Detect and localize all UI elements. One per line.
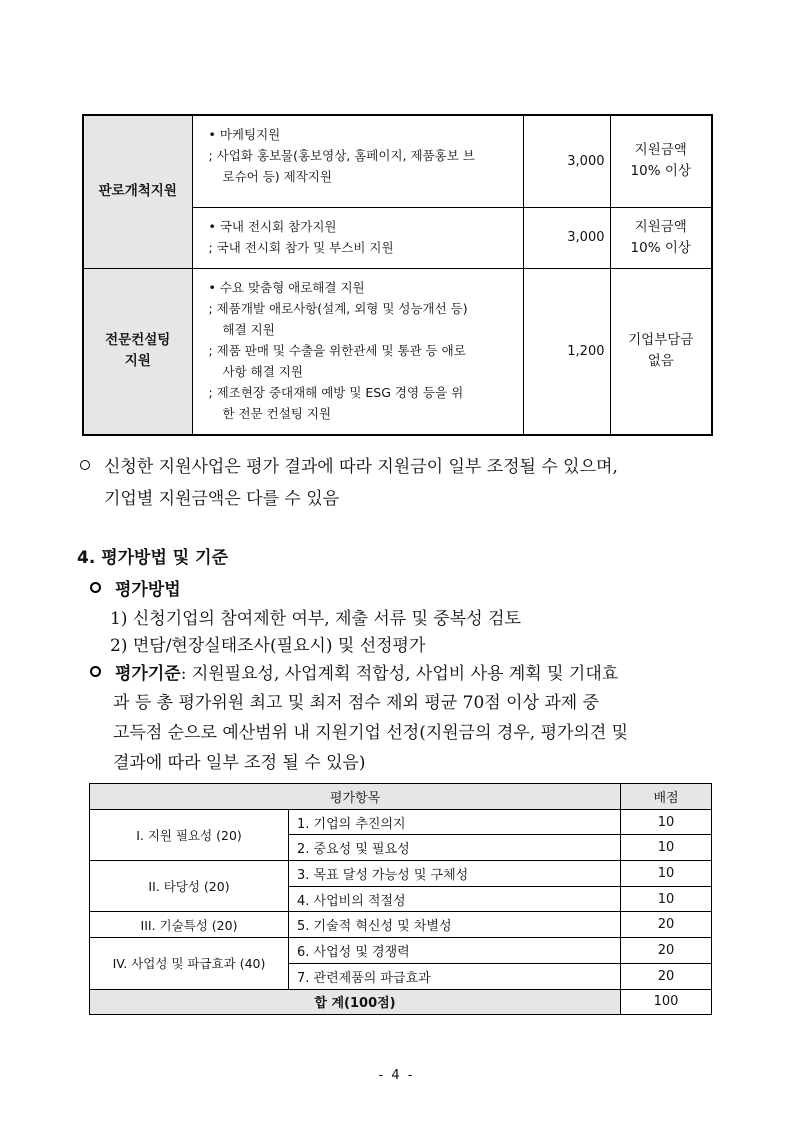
description-cell: • 마케팅지원 ; 사업화 홍보물(홍보영상, 홈페이지, 제품홍보 브 로슈어 등) 제작지원: [192, 115, 523, 207]
description-cell: • 수요 맞춤형 애로해결 지원 ; 제품개발 애로사항(설계, 외형 및 성능개선 등) 해결 지원 ; 제품 판매 및 수출을 위한관세 및 통관 등 애로 사항 해결 지원 ; 제조현장 중대재해 예방 및 ESG 경영 등을 위 한 전문 컨설팅 지원: [192, 268, 523, 435]
amount-cell: 3,000: [523, 115, 610, 207]
amount-cell: 1,200: [523, 268, 610, 435]
criteria-line: 결과에 따라 일부 조정 될 수 있음): [113, 753, 366, 773]
group-label: II. 타당성 (20): [90, 861, 289, 912]
table-header-row: [90, 784, 712, 810]
notice-line-2: 기업별 지원금액은 다를 수 있음: [104, 489, 340, 509]
note-cell: 지원금액 10% 이상: [610, 115, 712, 207]
table-row: [83, 115, 712, 207]
bullet-circle-icon: [80, 460, 90, 470]
item-score: 10: [621, 835, 712, 861]
group-label: IV. 사업성 및 파급효과 (40): [90, 938, 289, 989]
item-score: 10: [621, 861, 712, 887]
amount-cell: 3,000: [523, 207, 610, 268]
group-label: I. 지원 필요성 (20): [90, 809, 289, 860]
method-item: 2) 면담/현장실태조사(필요시) 및 선정평가: [110, 636, 426, 656]
header-item: 평가항목: [90, 784, 621, 810]
description-cell: • 국내 전시회 참가지원 ; 국내 전시회 참가 및 부스비 지원: [192, 207, 523, 268]
table-total-row: [90, 989, 712, 1015]
table-row: [90, 938, 712, 964]
item-name: 1. 기업의 추진의지: [289, 809, 621, 835]
item-score: 10: [621, 886, 712, 912]
criteria-line-1: 평가기준: 지원필요성, 사업계획 적합성, 사업비 사용 계획 및 기대효: [90, 659, 618, 684]
notice-line-1: 신청한 지원사업은 평가 결과에 따라 지원금이 일부 조정될 수 있으며,: [80, 452, 618, 477]
total-score: 100: [621, 989, 712, 1015]
item-score: 20: [621, 938, 712, 964]
bullet-circle-icon: [90, 582, 101, 593]
group-label: III. 기술특성 (20): [90, 912, 289, 938]
note-cell: 기업부담금 없음: [610, 268, 712, 435]
support-program-table: [82, 114, 713, 436]
table-row: [83, 268, 712, 435]
item-score: 20: [621, 912, 712, 938]
item-name: 7. 관련제품의 파급효과: [289, 963, 621, 989]
category-cell: 판로개척지원: [83, 115, 192, 268]
note-cell: 지원금액 10% 이상: [610, 207, 712, 268]
item-score: 20: [621, 963, 712, 989]
page-number: - 4 -: [378, 1068, 415, 1083]
bullet-circle-icon: [90, 666, 101, 677]
criteria-line: 과 등 총 평가위원 최고 및 최저 점수 제외 평균 70점 이상 과제 중: [113, 693, 600, 713]
header-score: 배점: [621, 784, 712, 810]
method-label: 평가방법: [90, 575, 181, 600]
item-name: 2. 중요성 및 필요성: [289, 835, 621, 861]
table-row: [90, 912, 712, 938]
section-title: 4. 평가방법 및 기준: [77, 548, 228, 568]
item-score: 10: [621, 809, 712, 835]
item-name: 5. 기술적 혁신성 및 차별성: [289, 912, 621, 938]
criteria-line: 고득점 순으로 예산범위 내 지원기업 선정(지원금의 경우, 평가의견 및: [113, 723, 629, 743]
item-name: 6. 사업성 및 경쟁력: [289, 938, 621, 964]
method-item: 1) 신청기업의 참여제한 여부, 제출 서류 및 중복성 검토: [110, 609, 521, 629]
table-row: [90, 809, 712, 835]
total-label: 합 계(100점): [90, 989, 621, 1015]
item-name: 3. 목표 달성 가능성 및 구체성: [289, 861, 621, 887]
evaluation-criteria-table: [89, 783, 712, 1015]
category-cell: 전문컨설팅 지원: [83, 268, 192, 435]
table-row: [90, 861, 712, 887]
item-name: 4. 사업비의 적절성: [289, 886, 621, 912]
